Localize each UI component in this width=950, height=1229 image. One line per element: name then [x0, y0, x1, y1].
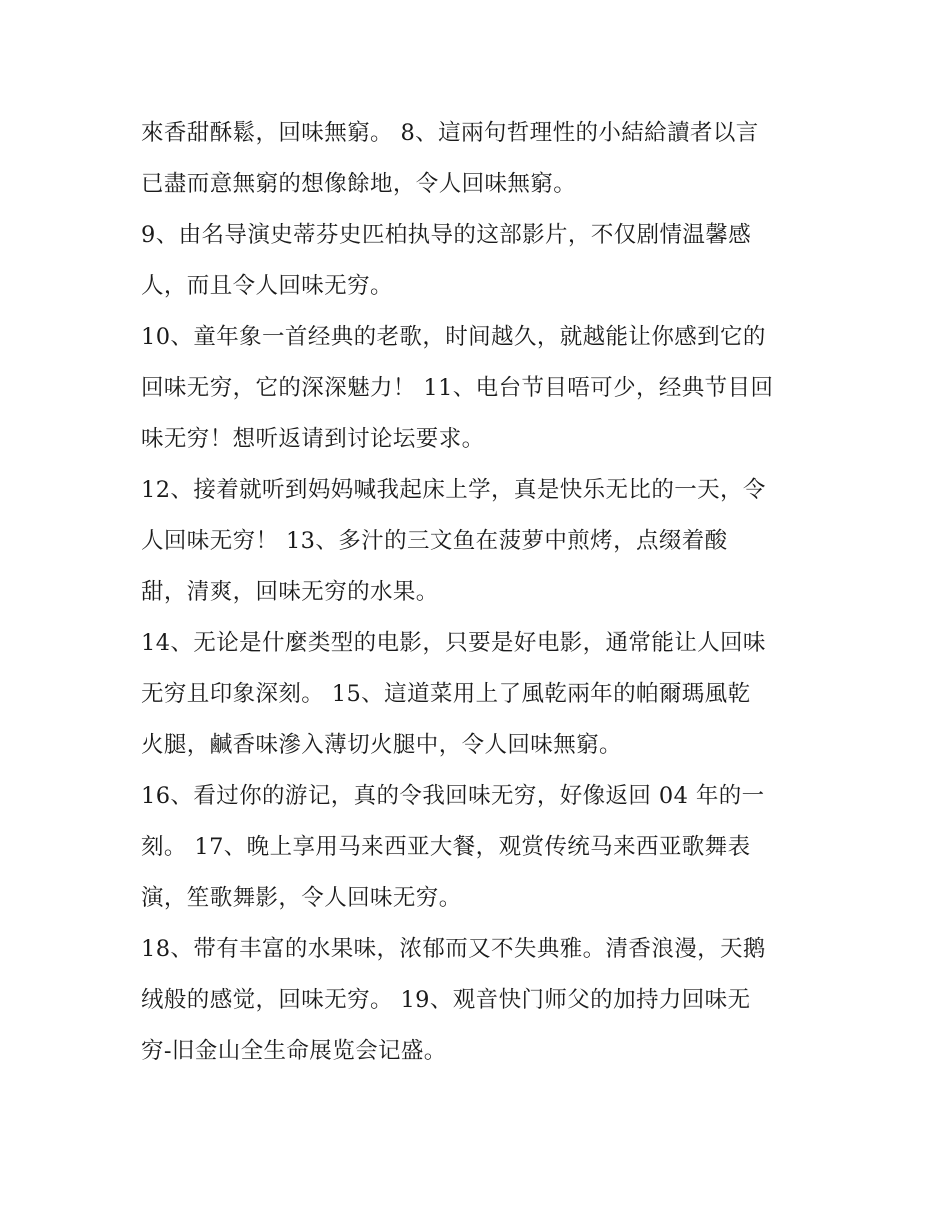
text-line: 9、由名导演史蒂芬史匹柏执导的这部影片，不仅剧情温馨感: [141, 222, 752, 248]
text-line: 火腿，鹹香味滲入薄切火腿中，令人回味無窮。: [141, 732, 622, 758]
text-line: 穷-旧金山全生命展览会记盛。: [141, 1038, 447, 1064]
text-line: 來香甜酥鬆，回味無窮。 8、這兩句哲理性的小結給讀者以言: [141, 120, 759, 146]
text-line: 12、接着就听到妈妈喊我起床上学，真是快乐无比的一天，令: [141, 477, 766, 503]
text-line: 10、童年象一首经典的老歌，时间越久，就越能让你感到它的: [141, 324, 766, 350]
text-line: 人，而且令人回味无穷。: [141, 273, 393, 299]
text-line: 演，笙歌舞影，令人回味无穷。: [141, 885, 462, 911]
text-line: 14、无论是什麼类型的电影，只要是好电影，通常能让人回味: [141, 630, 766, 656]
text-line: 无穷且印象深刻。 15、這道菜用上了風乾兩年的帕爾瑪風乾: [141, 681, 751, 707]
text-line: 16、看过你的游记，真的令我回味无穷，好像返回 04 年的一: [141, 783, 765, 809]
document-body: [141, 108, 821, 1077]
text-line: 回味无穷，它的深深魅力！ 11、电台节目唔可少，经典节目回: [141, 375, 774, 401]
text-line: 甜，清爽，回味无穷的水果。: [141, 579, 439, 605]
text-line: 绒般的感觉，回味无穷。 19、观音快门师父的加持力回味无: [141, 987, 751, 1013]
text-line: 已盡而意無窮的想像餘地，令人回味無窮。: [141, 171, 577, 197]
text-line: 人回味无穷！ 13、多汁的三文鱼在菠萝中煎烤，点缀着酸: [141, 528, 728, 554]
text-line: 刻。 17、晚上享用马来西亚大餐，观赏传统马来西亚歌舞表: [141, 834, 751, 860]
text-line: 18、带有丰富的水果味，浓郁而又不失典雅。清香浪漫，天鹅: [141, 936, 766, 962]
text-line: 味无穷！想听返请到讨论坛要求。: [141, 426, 485, 452]
